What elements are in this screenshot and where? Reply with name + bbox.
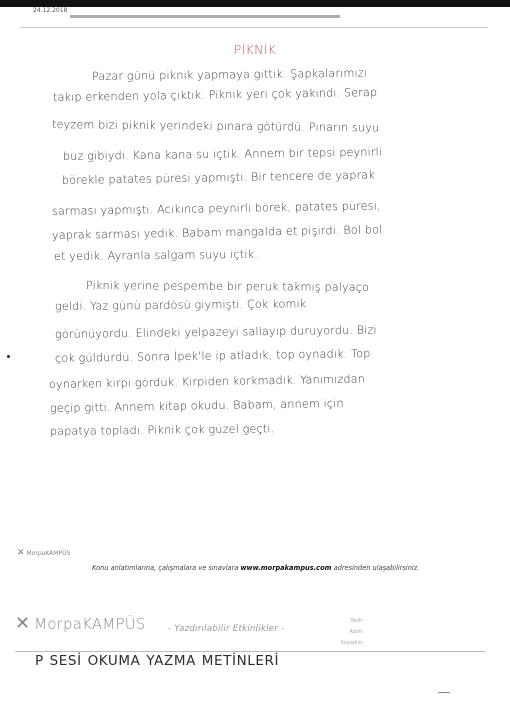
series-title: P SESİ OKUMA YAZMA METİNLERİ <box>35 653 280 669</box>
scan-speck <box>7 355 10 358</box>
story-line: börekle patates püresi yapmıştı. Bir tencere de yaprak <box>61 168 376 187</box>
field-name-label: Adım: <box>349 629 364 635</box>
field-date-label: Tarih: <box>350 618 364 624</box>
story-line: takıp erkenden yola çıktık. Piknik yeri çok yakındı. Serap <box>52 85 378 104</box>
footer-note <box>92 564 419 572</box>
story-line: et yedik. Ayranla salgam suyu içtik. <box>53 247 258 263</box>
story-line: görünüyordu. Elindeki yelpazeyi sallayıp duruyordu. Bizi <box>54 323 377 341</box>
page-corner-mark <box>438 692 450 693</box>
story-line: yaprak sarması yedik. Babam mangalda et pişirdi. Bol bol <box>51 223 383 242</box>
story-line: Piknik yerine pespembe bir peruk takmış palyaço <box>85 279 370 294</box>
story-line: çok güldürdü. Sonra İpek'le ip atladık, top oynadık. Top <box>54 347 371 365</box>
story-line: teyzem bizi piknik yerindeki pınara götürdü. Pınarın suyu <box>51 118 380 135</box>
story-line: papatya topladı. Piknik çok güzel geçti. <box>49 422 275 438</box>
story-title: PİKNİK <box>233 42 277 57</box>
footer-note-before: Konu anlatımlarına, çalışmalara ve sınavlara <box>92 564 241 572</box>
story-line: sarması yapmıştı. Acıkınca peynirli börek, patates püresi, <box>51 199 381 218</box>
student-fields <box>320 616 364 649</box>
butterfly-icon: ✕ <box>17 548 25 558</box>
story-line: buz gibiydi. Kana kana su içtik. Annem bir tepsi peynirli <box>62 145 383 163</box>
footer-logo-text: MorpaKAMPÜS <box>26 550 71 557</box>
butterfly-icon: ✕ <box>15 613 31 634</box>
field-surname-label: Soyadım: <box>340 640 364 646</box>
story-line: Pazar günü piknik yapmaya gittik. Şapkalarımızı <box>91 66 368 83</box>
brand-name: MorpaKAMPÜS <box>34 615 146 633</box>
footer-note-after: adresinden ulaşabilirsiniz. <box>331 564 420 572</box>
story-line: geldi. Yaz günü pardösü giymişti. Çok komik <box>54 297 307 313</box>
footer-logo <box>17 549 70 558</box>
brand-subtitle: - Yazdırılabilir Etkinlikler - <box>168 624 285 634</box>
brand-logo <box>15 615 146 633</box>
print-date: 24.12.2018 <box>33 7 68 14</box>
footer-note-url: www.morpakampus.com <box>240 564 332 572</box>
bottom-rule <box>15 651 485 652</box>
story-line: geçip gitti. Annem kitap okudu. Babam, annem için <box>49 396 344 415</box>
story-line: oynarken kirpi gördük. Kirpiden korkmadık. Yanımızdan <box>48 372 366 391</box>
